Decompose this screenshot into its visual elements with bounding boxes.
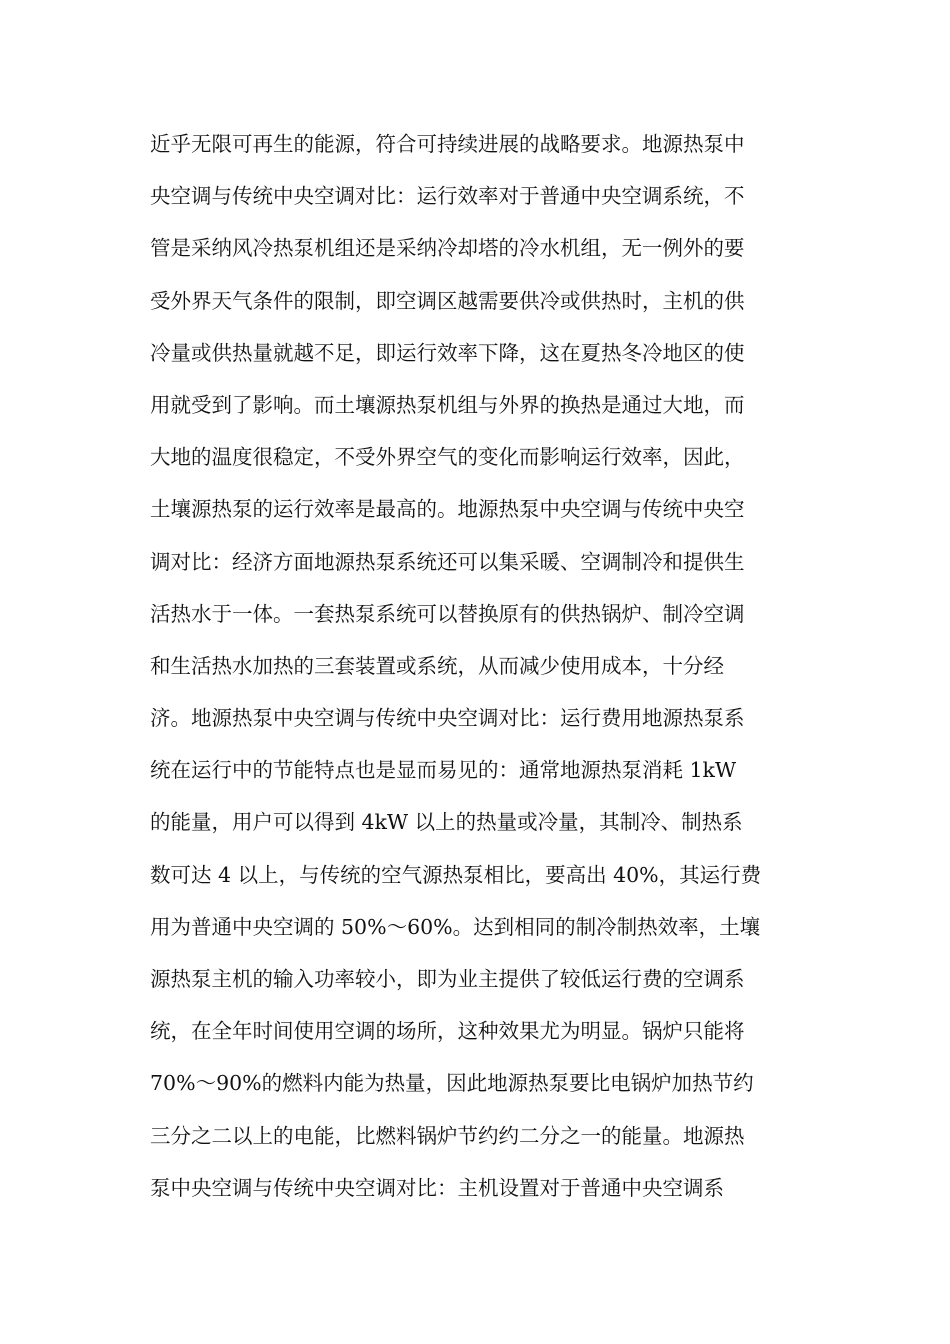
text-line: 数可达 4 以上，与传统的空气源热泵相比，要高出 40%，其运行费 [150, 862, 762, 887]
text-line: 冷量或供热量就越不足，即运行效率下降，这在夏热冬冷地区的使 [150, 340, 745, 365]
text-line: 管是采纳风冷热泵机组还是采纳冷却塔的冷水机组，无一例外的要 [150, 236, 745, 261]
text-line: 和生活热水加热的三套装置或系统，从而减少使用成本，十分经 [150, 653, 724, 678]
text-line: 的能量，用户可以得到 4kW 以上的热量或冷量，其制冷、制热系 [150, 810, 743, 835]
text-line: 活热水于一体。一套热泵系统可以替换原有的供热锅炉、制冷空调 [150, 601, 745, 626]
text-line: 70%～90%的燃料内能为热量，因此地源热泵要比电锅炉加热节约 [150, 1071, 754, 1096]
text-line: 统，在全年时间使用空调的场所，这种效果尤为明显。锅炉只能将 [150, 1019, 745, 1044]
text-line: 近乎无限可再生的能源，符合可持续进展的战略要求。地源热泵中 [150, 132, 745, 156]
text-line: 调对比：经济方面地源热泵系统还可以集采暖、空调制冷和提供生 [150, 549, 745, 574]
text-line: 用为普通中央空调的 50%～60%。达到相同的制冷制热效率，土壤 [150, 914, 761, 939]
text-line: 央空调与传统中央空调对比：运行效率对于普通中央空调系统，不 [150, 184, 745, 209]
text-line: 用就受到了影响。而土壤源热泵机组与外界的换热是通过大地，而 [150, 392, 745, 417]
text-line: 统在运行中的节能特点也是显而易见的：通常地源热泵消耗 1kW [150, 758, 737, 783]
text-line: 泵中央空调与传统中央空调对比：主机设置对于普通中央空调系 [150, 1175, 724, 1200]
body-text [150, 118, 810, 1214]
text-line: 土壤源热泵的运行效率是最高的。地源热泵中央空调与传统中央空 [150, 497, 745, 522]
text-line: 源热泵主机的输入功率较小，即为业主提供了较低运行费的空调系 [150, 967, 745, 991]
text-line: 济。地源热泵中央空调与传统中央空调对比：运行费用地源热泵系 [150, 706, 745, 731]
text-line: 大地的温度很稳定，不受外界空气的变化而影响运行效率，因此， [150, 445, 745, 470]
text-line: 受外界天气条件的限制，即空调区越需要供冷或供热时，主机的供 [150, 288, 745, 313]
text-line: 三分之二以上的电能，比燃料锅炉节约约二分之一的能量。地源热 [150, 1123, 745, 1148]
